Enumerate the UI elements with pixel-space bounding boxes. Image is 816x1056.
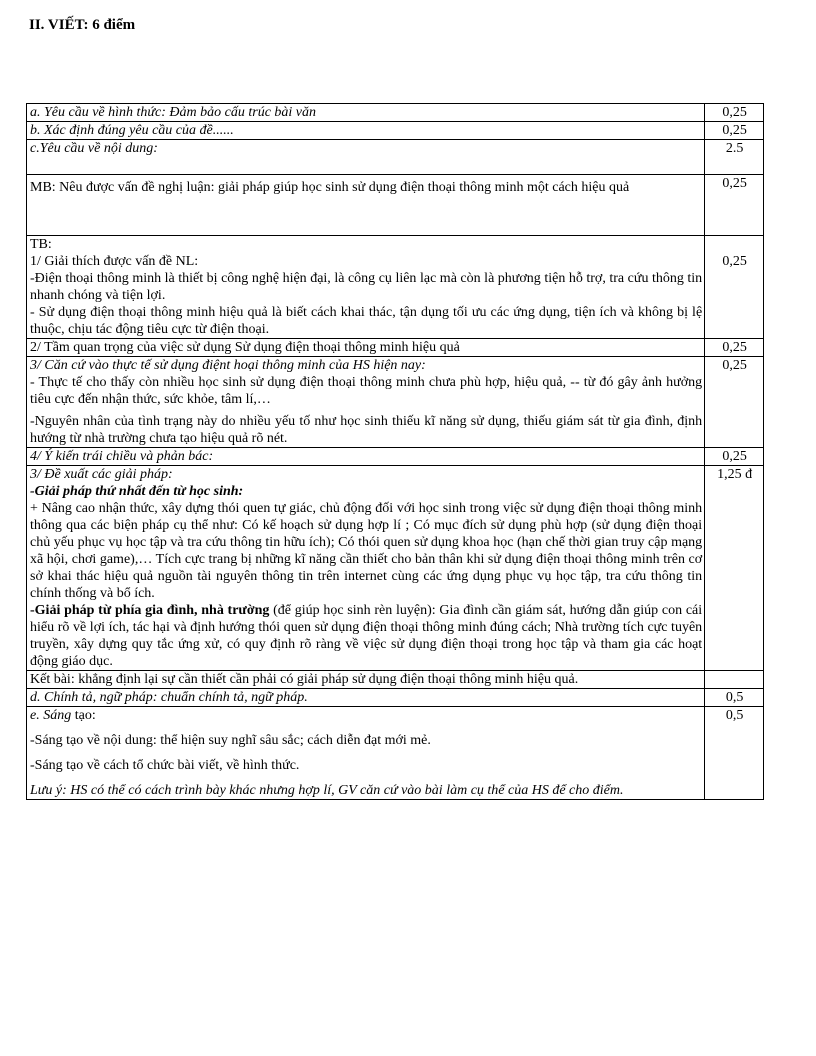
creativity-content: -Sáng tạo về nội dung: thể hiện suy nghĩ sâu sắc; cách diễn đạt mới mẻ. (30, 733, 431, 748)
table-row (27, 671, 764, 689)
explain-paragraph-1: -Điện thoại thông minh là thiết bị công nghệ hiện đại, là công cụ liên lạc mà còn là phương tiện hỗ trợ, tra cứu thông tin nhanh chóng và tiện lợi. (30, 271, 703, 303)
table-row (27, 122, 764, 140)
table-row (27, 707, 764, 800)
section-title: II. VIẾT: 6 điểm (29, 17, 136, 33)
score-explain: 0,25 (722, 254, 747, 269)
score-content: 2.5 (705, 140, 764, 175)
score-spelling: 0,5 (705, 689, 764, 707)
score-form: 0,25 (705, 104, 764, 122)
table-row (27, 466, 764, 671)
reality-paragraph-1: - Thực tế cho thấy còn nhiều học sinh sử dụng điện thoại thông minh chưa phù hợp, hiệu quả, -- từ đó gây ảnh hưởng tiêu cực đến nhận thức, sức khỏe, tâm lí,… (30, 375, 703, 407)
table-row (27, 140, 764, 175)
table-row (27, 448, 764, 466)
criterion-form: a. Yêu cầu về hình thức: Đảm bảo cấu trúc bài văn (27, 104, 705, 122)
grading-note: Lưu ý: HS có thể có cách trình bày khác nhưng hợp lí, GV căn cứ vào bài làm cụ thể của HS để cho điểm. (30, 783, 624, 798)
creativity-heading: e. Sáng tạo: (30, 708, 96, 723)
grading-table (26, 103, 764, 800)
solution-1-text: + Nâng cao nhận thức, xây dựng thói quen tự giác, chủ động đối với học sinh trong việc sử dụng điện thoại thông minh thông qua các biện pháp cụ thể như: Có kế hoạch sử dụng hợp lí ; Có mục đích sử dụng phù hợp (sử dụng điện thoại chủ yếu phục vụ học tập và tra cứu thông tin hữu ích); Có thói quen sử dụng khoa học (hạn chế thời gian truy cập mạng xã hội, chơi game),… Tích cực trang bị những kĩ năng cần thiết cho bản thân khi sử dụng điện thoại thông minh trên cơ sở khai thác hiệu quả nguồn tài nguyên thông tin trên internet cùng các ứng dụng phục vụ học tập, tra cứu thông tin chính thống và bổ ích. (30, 501, 703, 601)
creativity-form: -Sáng tạo về cách tổ chức bài viết, về hình thức. (30, 758, 300, 773)
score-requirement: 0,25 (705, 122, 764, 140)
solution-2-text: (để giúp học sinh rèn luyện): Gia đình cần giám sát, hướng dẫn giúp con cái hiểu rõ về lợi ích, tác hại và định hướng thói quen sử dụng điện thoại thông minh đúng cách; Nhà trường tích cực tuyên truyền, xây dựng quy tắc ứng xử, có quy định rõ ràng về việc sử dụng điện thoại trong học tập và tham gia các hoạt động giáo dục. (30, 603, 703, 669)
score-conclusion (705, 671, 764, 689)
score-importance: 0,25 (705, 339, 764, 357)
intro-text: MB: Nêu được vấn đề nghị luận: giải pháp giúp học sinh sử dụng điện thoại thông minh một cách hiệu quả (30, 180, 630, 195)
table-row (27, 236, 764, 339)
score-intro: 0,25 (705, 175, 764, 236)
explain-paragraph-2: - Sử dụng điện thoại thông minh hiệu quả là biết cách khai thác, tận dụng tối ưu các ứng dụng, tiện ích và không bị lệ thuộc, chịu tác động tiêu cực từ điện thoại. (30, 305, 703, 337)
score-solutions: 1,25 đ (705, 466, 764, 671)
table-row (27, 357, 764, 448)
spelling-text: d. Chính tả, ngữ pháp: chuẩn chính tả, ngữ pháp. (27, 689, 705, 707)
solution-2-heading: -Giải pháp từ phía gia đình, nhà trường (30, 603, 270, 618)
explain-heading: 1/ Giải thích được vấn đề NL: (30, 254, 199, 269)
body-label: TB: (30, 237, 52, 252)
criterion-content: c.Yêu cầu về nội dung: (27, 140, 705, 175)
solutions-heading: 3/ Đề xuất các giải pháp: (30, 467, 173, 482)
reality-paragraph-2: -Nguyên nhân của tình trạng này do nhiều yếu tố như học sinh thiếu kĩ năng sử dụng, thiếu giám sát từ gia đình, định hướng từ nhà trường chưa tạo hiệu quả rõ nét. (30, 414, 703, 446)
table-row (27, 339, 764, 357)
score-creativity: 0,5 (705, 707, 764, 800)
solution-2-paragraph (30, 602, 702, 670)
importance-text: 2/ Tầm quan trọng của việc sử dụng Sử dụng điện thoại thông minh hiệu quả (27, 339, 705, 357)
score-counterargument: 0,25 (705, 448, 764, 466)
score-reality: 0,25 (705, 357, 764, 448)
table-row (27, 689, 764, 707)
table-row (27, 175, 764, 236)
counterargument-text: 4/ Ý kiến trái chiều và phản bác: (27, 448, 705, 466)
reality-heading: 3/ Căn cứ vào thực tế sử dụng điệnt hoại thông minh của HS hiện nay: (30, 358, 426, 373)
criterion-requirement: b. Xác định đúng yêu cầu của đề...... (27, 122, 705, 140)
conclusion-text: Kết bài: khẳng định lại sự cần thiết cần phải có giải pháp sử dụng điện thoại thông minh hiệu quả. (27, 671, 705, 689)
table-row (27, 104, 764, 122)
solution-1-heading: -Giải pháp thứ nhất đến từ học sinh: (30, 484, 244, 499)
